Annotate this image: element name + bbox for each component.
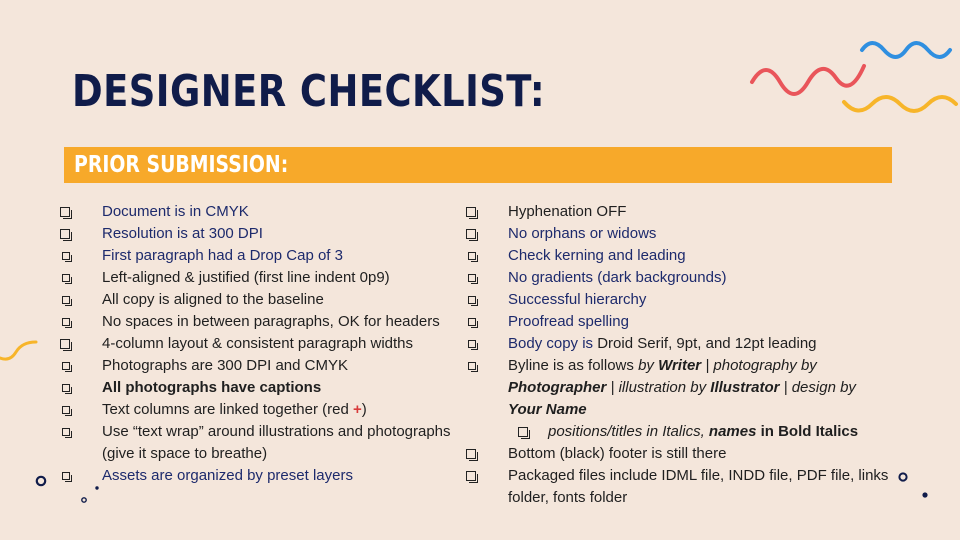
checkbox-icon (62, 296, 70, 304)
checklist-item-label-end: ) (361, 401, 367, 418)
byline-by: by (638, 357, 659, 374)
checklist-right (466, 201, 906, 509)
checkbox-icon (62, 252, 70, 260)
checklist-item-label: Document is in CMYK (102, 203, 249, 220)
checklist-item-label: Hyphenation OFF (508, 203, 627, 220)
checkbox-icon (466, 207, 476, 217)
checklist-item-label: Successful hierarchy (508, 291, 647, 308)
checklist-item (60, 399, 470, 421)
checklist-item (466, 289, 906, 311)
checklist-item (466, 355, 906, 421)
checklist-item-label: All copy is aligned to the baseline (102, 291, 324, 308)
checkbox-icon (468, 362, 476, 370)
checklist-item (60, 333, 470, 355)
checkbox-icon (468, 340, 476, 348)
checklist-item (60, 355, 470, 377)
checkbox-icon (62, 274, 70, 282)
checkbox-icon (468, 252, 476, 260)
byline-photographer: Photographer (508, 379, 607, 396)
checklist-item-label: Byline is as follows (508, 357, 639, 374)
checklist-item (466, 311, 906, 333)
byline-illustration: | illustration by (606, 379, 711, 396)
checklist-item (466, 465, 906, 509)
checklist-item-label: Resolution is at 300 DPI (102, 225, 263, 242)
checklist-item-label: 4-column layout & consistent paragraph widths (102, 335, 414, 352)
checklist-item (466, 201, 906, 223)
checklist-item-label: positions/titles in Italics, (548, 423, 709, 440)
checklist-item-label: Assets are organized by preset layers (102, 467, 353, 484)
byline-writer: Writer (658, 357, 702, 374)
checklist-subitem (466, 421, 906, 443)
checklist-item-label: Photographs are 300 DPI and CMYK (102, 357, 348, 374)
page-title: DESIGNER CHECKLIST: (72, 66, 546, 117)
byline-your-name: Your Name (508, 401, 587, 418)
checklist-item-label: Check kerning and leading (508, 247, 686, 264)
checklist-item-label: First paragraph had a Drop Cap of 3 (102, 247, 343, 264)
byline-illustrator: Illustrator (710, 379, 780, 396)
checkbox-icon (60, 229, 70, 239)
byline-design: | design by (779, 379, 856, 396)
checklist-item (60, 377, 470, 399)
checklist-item-label: All photographs have captions (102, 379, 322, 396)
checklist-item-label: Left-aligned & justified (first line indent 0p9) (102, 269, 390, 286)
checkbox-icon (468, 318, 476, 326)
checklist-item-label: Text columns are linked together (red (102, 401, 353, 418)
names-label: names (708, 423, 757, 440)
checklist-item-label: Packaged files include IDML file, INDD file, PDF file, links folder, fonts folder (508, 467, 889, 506)
checkbox-icon (62, 428, 70, 436)
checkbox-icon (466, 449, 476, 459)
checklist-item-label: No orphans or widows (508, 225, 657, 242)
checklist-item (60, 289, 470, 311)
checkbox-icon (62, 384, 70, 392)
checklist-left (60, 201, 470, 487)
checkbox-icon (468, 296, 476, 304)
checklist-item-label-detail: Droid Serif, 9pt, and 12pt leading (597, 335, 817, 352)
checklist-item (60, 465, 470, 487)
checkbox-icon (466, 471, 476, 481)
checklist-item (466, 245, 906, 267)
checkbox-icon (466, 229, 476, 239)
checkbox-icon (62, 472, 70, 480)
checklist-item (60, 245, 470, 267)
checkbox-icon (62, 406, 70, 414)
squiggle-yellow-decoration (840, 92, 960, 120)
checklist-item-label: Bottom (black) footer is still there (508, 445, 727, 462)
byline-photography: | photography by (701, 357, 817, 374)
checkbox-icon (468, 274, 476, 282)
checklist-item (60, 201, 470, 223)
checklist-item (466, 443, 906, 465)
checklist-item (60, 223, 470, 245)
checklist-item (466, 223, 906, 245)
checkbox-icon (518, 427, 528, 437)
section-banner-label: PRIOR SUBMISSION: (74, 152, 289, 178)
checklist-item (60, 421, 470, 465)
checkbox-icon (62, 318, 70, 326)
checklist-item-label: No gradients (dark backgrounds) (508, 269, 727, 286)
checklist-item-label: Use “text wrap” around illustrations and photographs (give it space to breathe) (102, 423, 451, 462)
checkbox-icon (60, 339, 70, 349)
bold-italics-label: in Bold Italics (756, 423, 859, 440)
checklist-item (466, 333, 906, 355)
checklist-item-label: Proofread spelling (508, 313, 629, 330)
checkbox-icon (62, 362, 70, 370)
checkbox-icon (60, 207, 70, 217)
squiggle-blue-decoration (858, 38, 960, 62)
checklist-item (60, 311, 470, 333)
squiggle-left-decoration (0, 336, 42, 366)
section-banner (64, 147, 892, 183)
red-plus-symbol: + (352, 401, 362, 418)
checklist-item-label: Body copy is (508, 335, 598, 352)
checklist-item (466, 267, 906, 289)
checklist-item-label: No spaces in between paragraphs, OK for headers (102, 313, 440, 330)
checklist-item (60, 267, 470, 289)
